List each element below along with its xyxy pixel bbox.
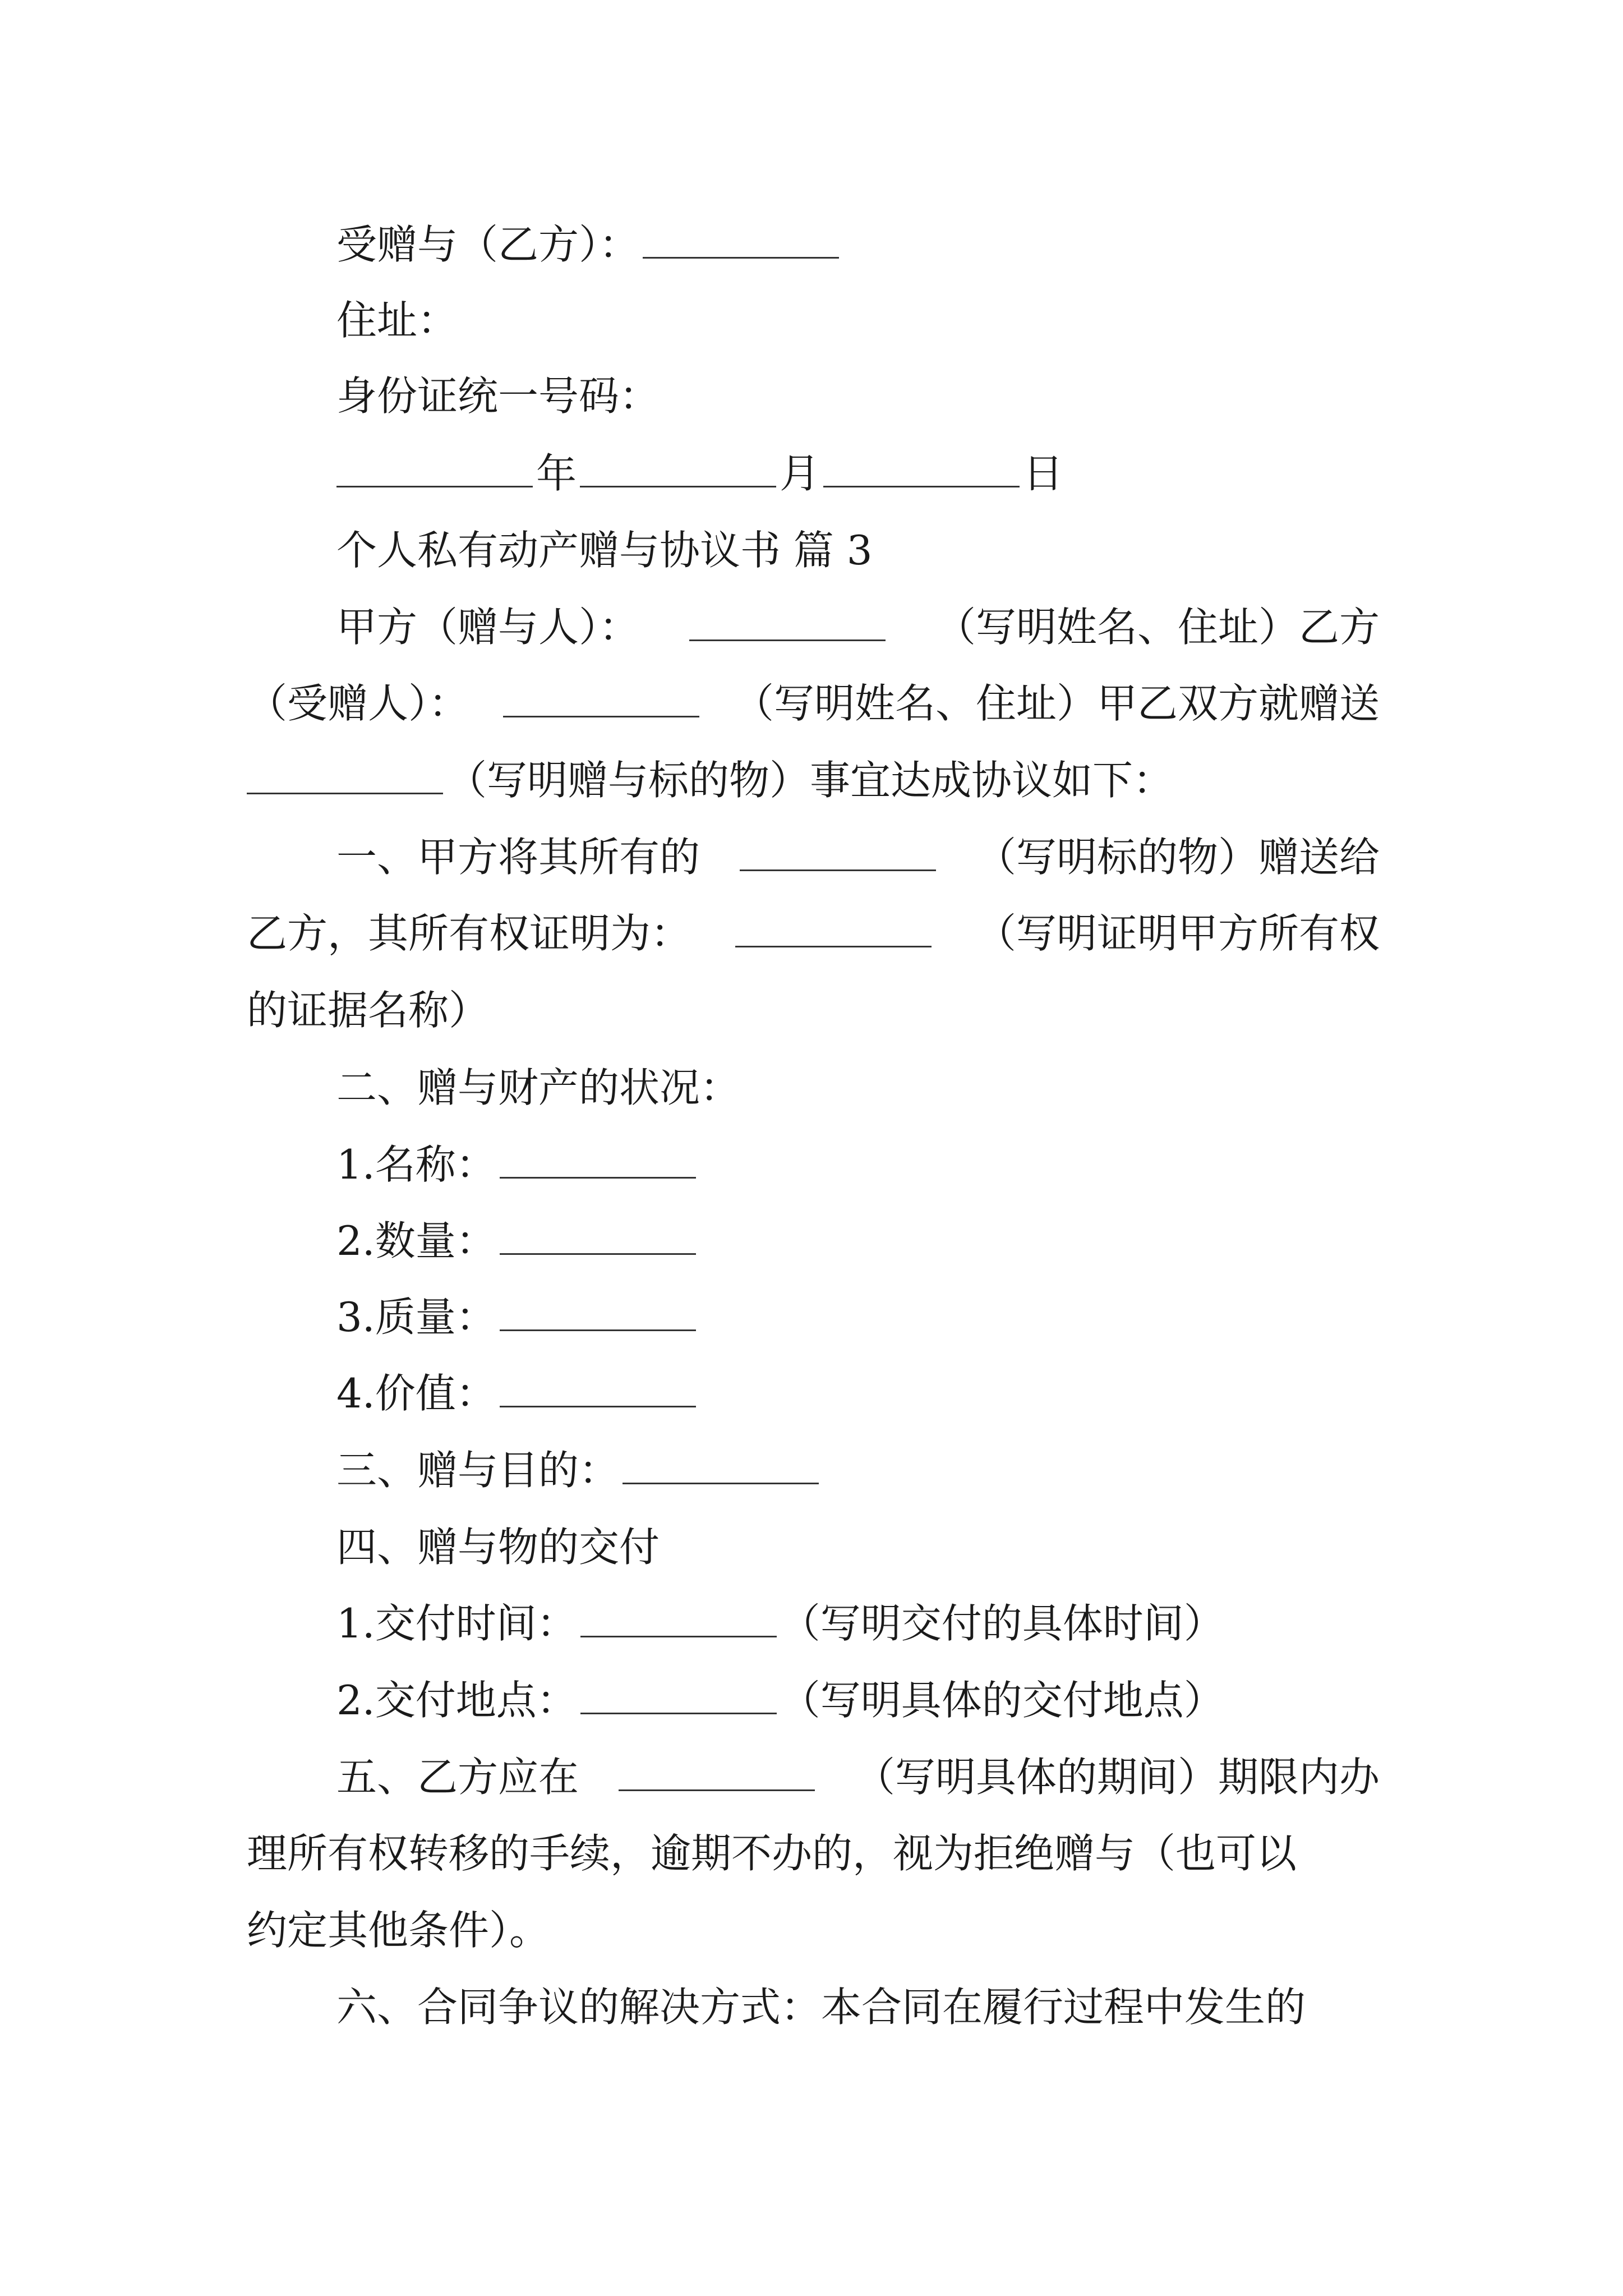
clause-5-line: [336, 1754, 1380, 1801]
item-quality-blank: [500, 1297, 696, 1331]
paragraph-line: [247, 757, 1174, 804]
clause-4-heading: [336, 1524, 660, 1571]
clause-5-note: （写明具体的期间）期限内办: [854, 1754, 1380, 1801]
address-label: 住址：: [336, 297, 458, 344]
day-blank: [823, 453, 1020, 487]
clause-3-blank: [623, 1450, 819, 1484]
recipient-blank: [643, 224, 839, 259]
clause-1-line: [247, 987, 490, 1034]
gift-item-blank: [247, 760, 443, 794]
donee-blank: [503, 683, 699, 717]
donee-note: （写明姓名、住址）甲乙双方就赠送: [733, 680, 1380, 727]
item-quality-label: 3.质量：: [336, 1294, 496, 1341]
address-line: [336, 297, 458, 344]
donor-note: （写明姓名、住址）乙方: [935, 604, 1380, 651]
id-number-line: [336, 372, 660, 420]
delivery-place-note: （写明具体的交付地点）: [780, 1677, 1224, 1724]
item-name-line: [336, 1141, 699, 1188]
clause-1-blank: [740, 837, 936, 871]
donor-blank: [689, 607, 886, 641]
delivery-place-blank: [580, 1680, 777, 1714]
clause-5-line: [247, 1830, 1380, 1877]
day-label: 日: [1023, 450, 1064, 497]
item-quantity-label: 2.数量：: [336, 1217, 496, 1264]
paragraph-line: [336, 604, 1380, 651]
year-blank: [336, 453, 533, 487]
clause-4-text: 四、赠与物的交付: [336, 1524, 660, 1571]
clause-1-line: [336, 834, 1380, 881]
clause-3-label: 三、赠与目的：: [336, 1447, 620, 1494]
item-value-label: 4.价值：: [336, 1370, 496, 1417]
clause-5-body: 理所有权转移的手续，逾期不办的，视为拒绝赠与（也可以: [247, 1830, 1297, 1877]
clause-5-blank: [619, 1757, 815, 1791]
delivery-place-label: 2.交付地点：: [336, 1677, 577, 1724]
item-quality-line: [336, 1294, 699, 1341]
delivery-place-line: [336, 1677, 1224, 1724]
clause-1-line: [247, 910, 1380, 957]
year-label: 年: [536, 450, 577, 497]
clause-1-text: 一、甲方将其所有的: [336, 834, 700, 881]
delivery-time-note: （写明交付的具体时间）: [780, 1600, 1224, 1647]
clause-5-text: 五、乙方应在: [336, 1754, 579, 1801]
clause-6-text: 六、合同争议的解决方式：本合同在履行过程中发生的: [336, 1984, 1306, 2031]
ownership-proof-blank: [735, 913, 932, 947]
section-title: [336, 527, 873, 574]
item-value-line: [336, 1370, 699, 1417]
ownership-proof-label: 乙方，其所有权证明为：: [247, 910, 691, 957]
item-name-label: 1.名称：: [336, 1141, 496, 1188]
month-blank: [580, 453, 776, 487]
delivery-time-label: 1.交付时间：: [336, 1600, 577, 1647]
date-line: [336, 450, 1064, 497]
id-number-label: 身份证统一号码：: [336, 372, 660, 420]
item-quantity-blank: [500, 1221, 696, 1255]
ownership-proof-note: （写明证明甲方所有权: [975, 910, 1380, 957]
donee-label: （受赠人）：: [247, 680, 469, 727]
paragraph-line: [247, 680, 1380, 727]
month-label: 月: [780, 450, 820, 497]
item-quantity-line: [336, 1217, 699, 1264]
item-value-blank: [500, 1373, 696, 1407]
clause-5-end: 约定其他条件）。: [247, 1907, 550, 1954]
delivery-time-blank: [580, 1603, 777, 1637]
clause-2-text: 二、赠与财产的状况：: [336, 1064, 741, 1111]
recipient-label: 受赠与（乙方）：: [336, 221, 640, 268]
section-title-text: 个人私有动产赠与协议书 篇 3: [336, 527, 873, 574]
clause-2-heading: [336, 1064, 741, 1111]
donor-label: 甲方（赠与人）：: [336, 604, 640, 651]
delivery-time-line: [336, 1600, 1224, 1647]
clause-1-end: 的证据名称）: [247, 987, 490, 1034]
clause-6-line: [336, 1984, 1380, 2031]
item-name-blank: [500, 1144, 696, 1179]
recipient-line: [336, 221, 842, 268]
clause-3-line: [336, 1447, 822, 1494]
clause-1-note: （写明标的物）赠送给: [975, 834, 1380, 881]
gift-item-note: （写明赠与标的物）事宜达成协议如下：: [446, 757, 1174, 804]
clause-5-line: [247, 1907, 550, 1954]
